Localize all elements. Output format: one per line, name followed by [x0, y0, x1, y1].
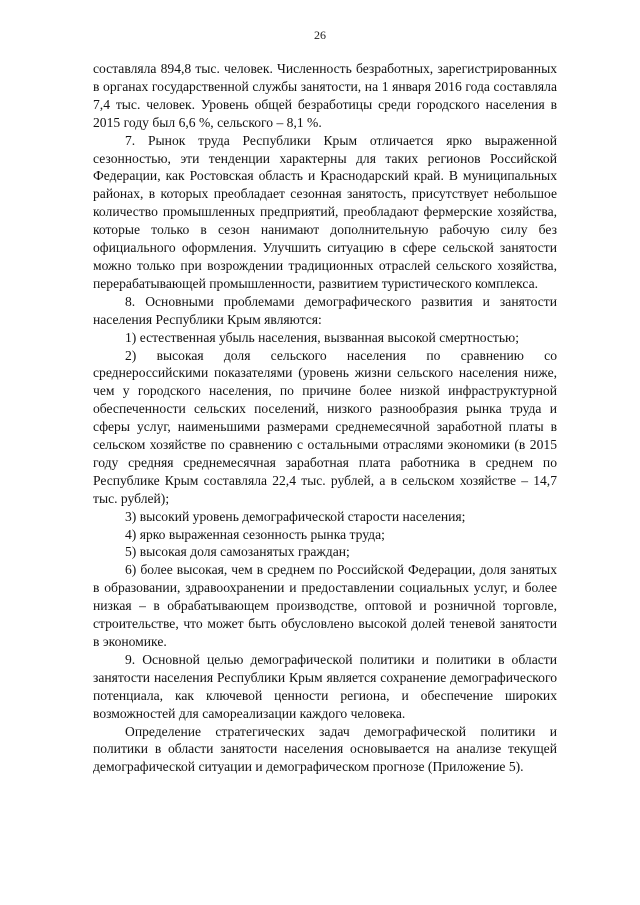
- paragraph-main-problems-heading: 8. Основными проблемами демографического развития и занятости населения Республики Крым являются:: [93, 293, 557, 327]
- list-item-aging-population: 3) высокий уровень демографической старости населения;: [125, 508, 466, 524]
- paragraph-labor-market-seasonality: 7. Рынок труда Республики Крым отличается ярко выраженной сезонностью, эти тенденции характерны для таких регионов Российской Федерации, как Ростовская область и Краснодарский край. В муниципальных районах, в которых преобладает сезонная занятость, присутствует небольшое количество промышленных предприятий, преобладают фермерские хозяйства, которые только в сезон нанимают дополнительную рабочую силу без официального оформления. Улучшить ситуацию в сфере сельской занятости можно только при возрождении традиционных отраслей сельского хозяйства, перерабатывающей промышленности, развитием туристического комплекса.: [93, 132, 557, 291]
- page-number: 26: [314, 28, 326, 42]
- list-item-natural-decline: 1) естественная убыль населения, вызванная высокой смертностью;: [125, 329, 519, 345]
- paragraph-policy-goal: 9. Основной целью демографической политики и политики в области занятости населения Республики Крым является сохранение демографического потенциала, как ключевой ценности региона, и обеспечение широких возможностей для самореализации каждого человека.: [93, 651, 557, 721]
- paragraph-unemployment-stats: составляла 894,8 тыс. человек. Численность безработных, зарегистрированных в органах государственной службы занятости, на 1 января 2016 года составляла 7,4 тыс. человек. Уровень общей безработицы среди городского населения в 2015 году был 6,6 %, сельского – 8,1 %.: [93, 61, 557, 130]
- list-item-seasonality: 4) ярко выраженная сезонность рынка труда;: [125, 526, 385, 542]
- list-item-employment-structure: 6) более высокая, чем в среднем по Российской Федерации, доля занятых в образовании, здравоохранении и предоставлении социальных услуг, и более низкая – в обрабатывающем производстве, оптовой и розничной торговле, строительстве, что может быть обусловлено высокой долей теневой занятости в экономике.: [93, 562, 557, 649]
- list-item-self-employed: 5) высокая доля самозанятых граждан;: [125, 544, 350, 560]
- document-body: [93, 60, 557, 776]
- paragraph-strategic-tasks: Определение стратегических задач демографической политики и политики в области занятости населения основывается на анализе текущей демографической ситуации и демографическом прогнозе (Приложение 5).: [93, 723, 557, 775]
- list-item-rural-population-share: 2) высокая доля сельского населения по сравнению со среднероссийскими показателями (уровень жизни сельского населения ниже, чем у городского населения, по причине более низкой инфраструктурной обеспеченности сельских поселений, низкого разнообразия рынка труда и сферы услуг, наименьшими размерами среднемесячной заработной платы в сельском хозяйстве по сравнению с остальными отраслями экономики (в 2015 году средняя среднемесячная заработная плата работника в среднем по Республике Крым составляла 22,4 тыс. рублей, а в сельском хозяйстве – 14,7 тыс. рублей);: [93, 347, 557, 506]
